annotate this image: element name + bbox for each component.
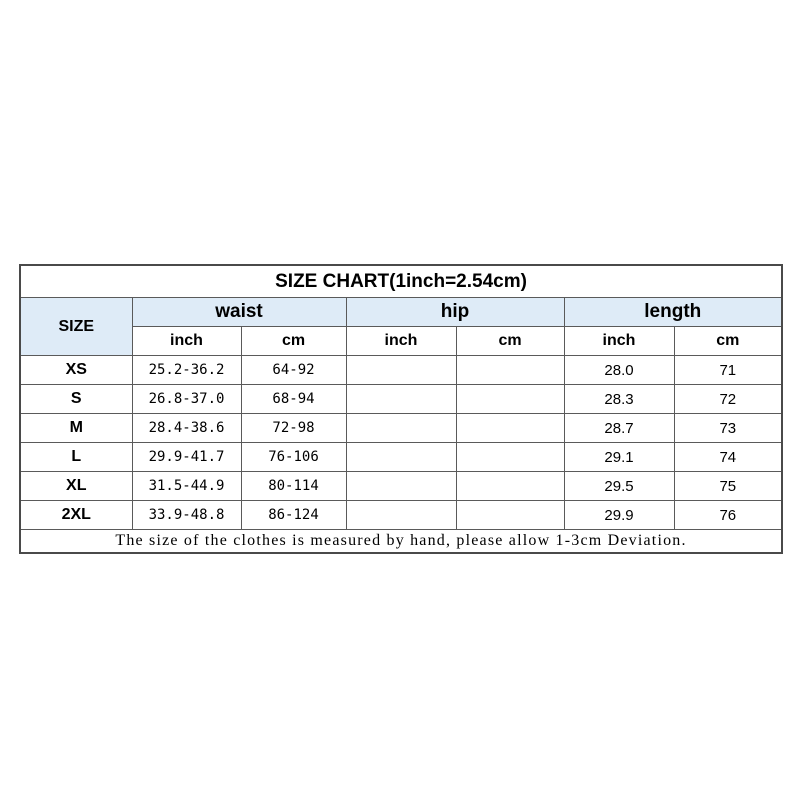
size-label: XL	[20, 472, 132, 501]
title-row	[20, 265, 782, 298]
hip-group-header: hip	[346, 298, 564, 327]
table-row	[20, 385, 782, 414]
size-column-header: SIZE	[20, 298, 132, 356]
chart-title: SIZE CHART(1inch=2.54cm)	[20, 265, 782, 298]
length-inch-cell: 28.7	[564, 414, 674, 443]
waist-cm-cell: 64-92	[241, 356, 346, 385]
waist-cm-cell: 80-114	[241, 472, 346, 501]
length-cm-cell: 72	[674, 385, 782, 414]
size-chart-table	[19, 264, 783, 554]
hip-cm-cell	[456, 472, 564, 501]
hip-inch-header: inch	[346, 327, 456, 356]
hip-cm-cell	[456, 385, 564, 414]
hip-cm-cell	[456, 414, 564, 443]
hip-inch-cell	[346, 414, 456, 443]
waist-inch-cell: 31.5-44.9	[132, 472, 241, 501]
hip-inch-cell	[346, 443, 456, 472]
length-inch-cell: 28.0	[564, 356, 674, 385]
hip-inch-cell	[346, 356, 456, 385]
size-label: 2XL	[20, 501, 132, 530]
waist-cm-cell: 76-106	[241, 443, 346, 472]
length-cm-cell: 76	[674, 501, 782, 530]
waist-group-header: waist	[132, 298, 346, 327]
waist-cm-cell: 86-124	[241, 501, 346, 530]
measurement-note: The size of the clothes is measured by hand, please allow 1-3cm Deviation.	[20, 530, 782, 554]
hip-inch-cell	[346, 472, 456, 501]
length-cm-cell: 71	[674, 356, 782, 385]
length-cm-cell: 73	[674, 414, 782, 443]
length-cm-cell: 74	[674, 443, 782, 472]
waist-inch-cell: 33.9-48.8	[132, 501, 241, 530]
length-inch-cell: 28.3	[564, 385, 674, 414]
hip-cm-cell	[456, 356, 564, 385]
length-inch-cell: 29.1	[564, 443, 674, 472]
hip-cm-cell	[456, 443, 564, 472]
waist-cm-cell: 68-94	[241, 385, 346, 414]
hip-inch-cell	[346, 385, 456, 414]
table-row	[20, 414, 782, 443]
length-cm-cell: 75	[674, 472, 782, 501]
waist-inch-cell: 25.2-36.2	[132, 356, 241, 385]
size-label: M	[20, 414, 132, 443]
waist-inch-cell: 28.4-38.6	[132, 414, 241, 443]
note-row	[20, 530, 782, 554]
unit-header-row	[20, 327, 782, 356]
hip-inch-cell	[346, 501, 456, 530]
table-row	[20, 472, 782, 501]
size-label: XS	[20, 356, 132, 385]
length-inch-cell: 29.5	[564, 472, 674, 501]
table-row	[20, 443, 782, 472]
waist-cm-header: cm	[241, 327, 346, 356]
group-header-row	[20, 298, 782, 327]
length-inch-cell: 29.9	[564, 501, 674, 530]
waist-inch-header: inch	[132, 327, 241, 356]
table-row	[20, 356, 782, 385]
hip-cm-header: cm	[456, 327, 564, 356]
hip-cm-cell	[456, 501, 564, 530]
size-label: S	[20, 385, 132, 414]
length-group-header: length	[564, 298, 782, 327]
size-label: L	[20, 443, 132, 472]
table-row	[20, 501, 782, 530]
waist-cm-cell: 72-98	[241, 414, 346, 443]
waist-inch-cell: 26.8-37.0	[132, 385, 241, 414]
waist-inch-cell: 29.9-41.7	[132, 443, 241, 472]
length-cm-header: cm	[674, 327, 782, 356]
length-inch-header: inch	[564, 327, 674, 356]
